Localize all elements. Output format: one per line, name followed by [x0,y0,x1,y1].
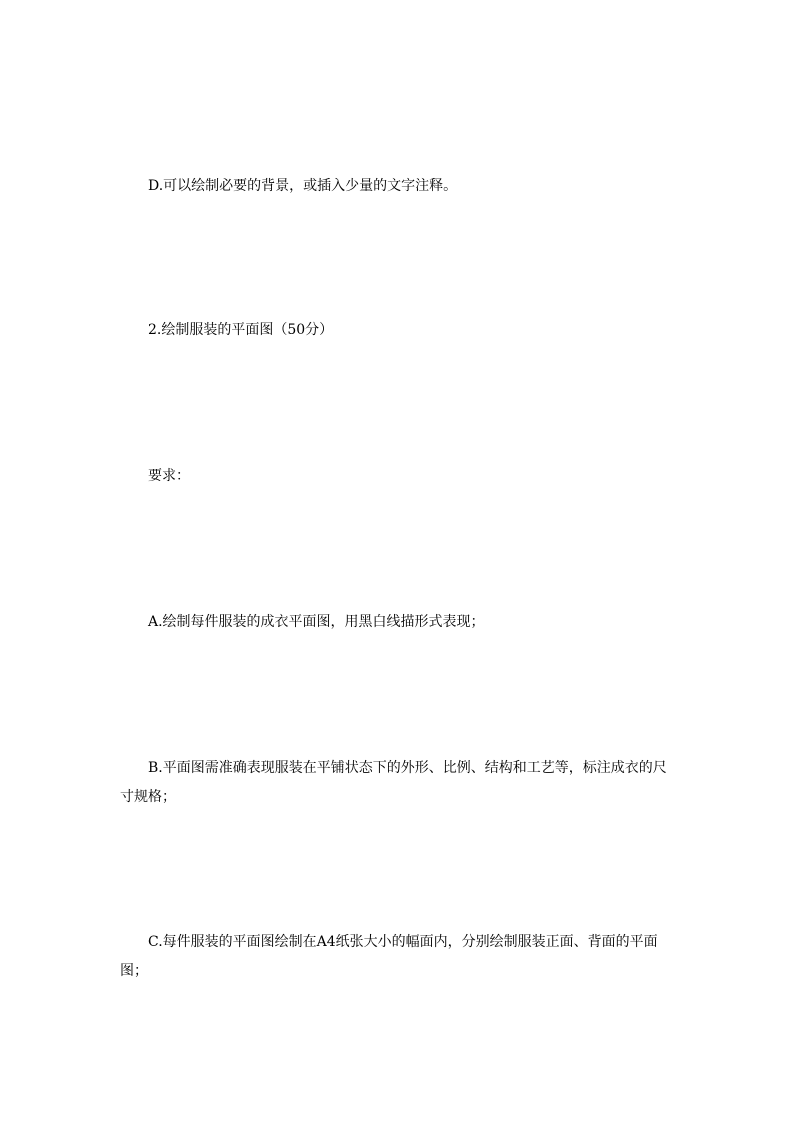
requirements-label: 要求： [148,468,190,484]
paragraph-requirement-c: C.每件服装的平面图绘制在A4纸张大小的幅面内，分别绘制服装正面、背面的平面图； [120,934,658,979]
paragraph-requirement-d: D.可以绘制必要的背景，或插入少量的文字注释。 [148,178,458,194]
section-heading-flat-drawing: 2.绘制服装的平面图（50分） [148,322,334,338]
paragraph-requirement-a: A.绘制每件服装的成衣平面图，用黑白线描形式表现； [148,614,485,630]
paragraph-requirement-b: B.平面图需准确表现服装在平铺状态下的外形、比例、结构和工艺等，标注成衣的尺寸规格； [120,760,667,805]
